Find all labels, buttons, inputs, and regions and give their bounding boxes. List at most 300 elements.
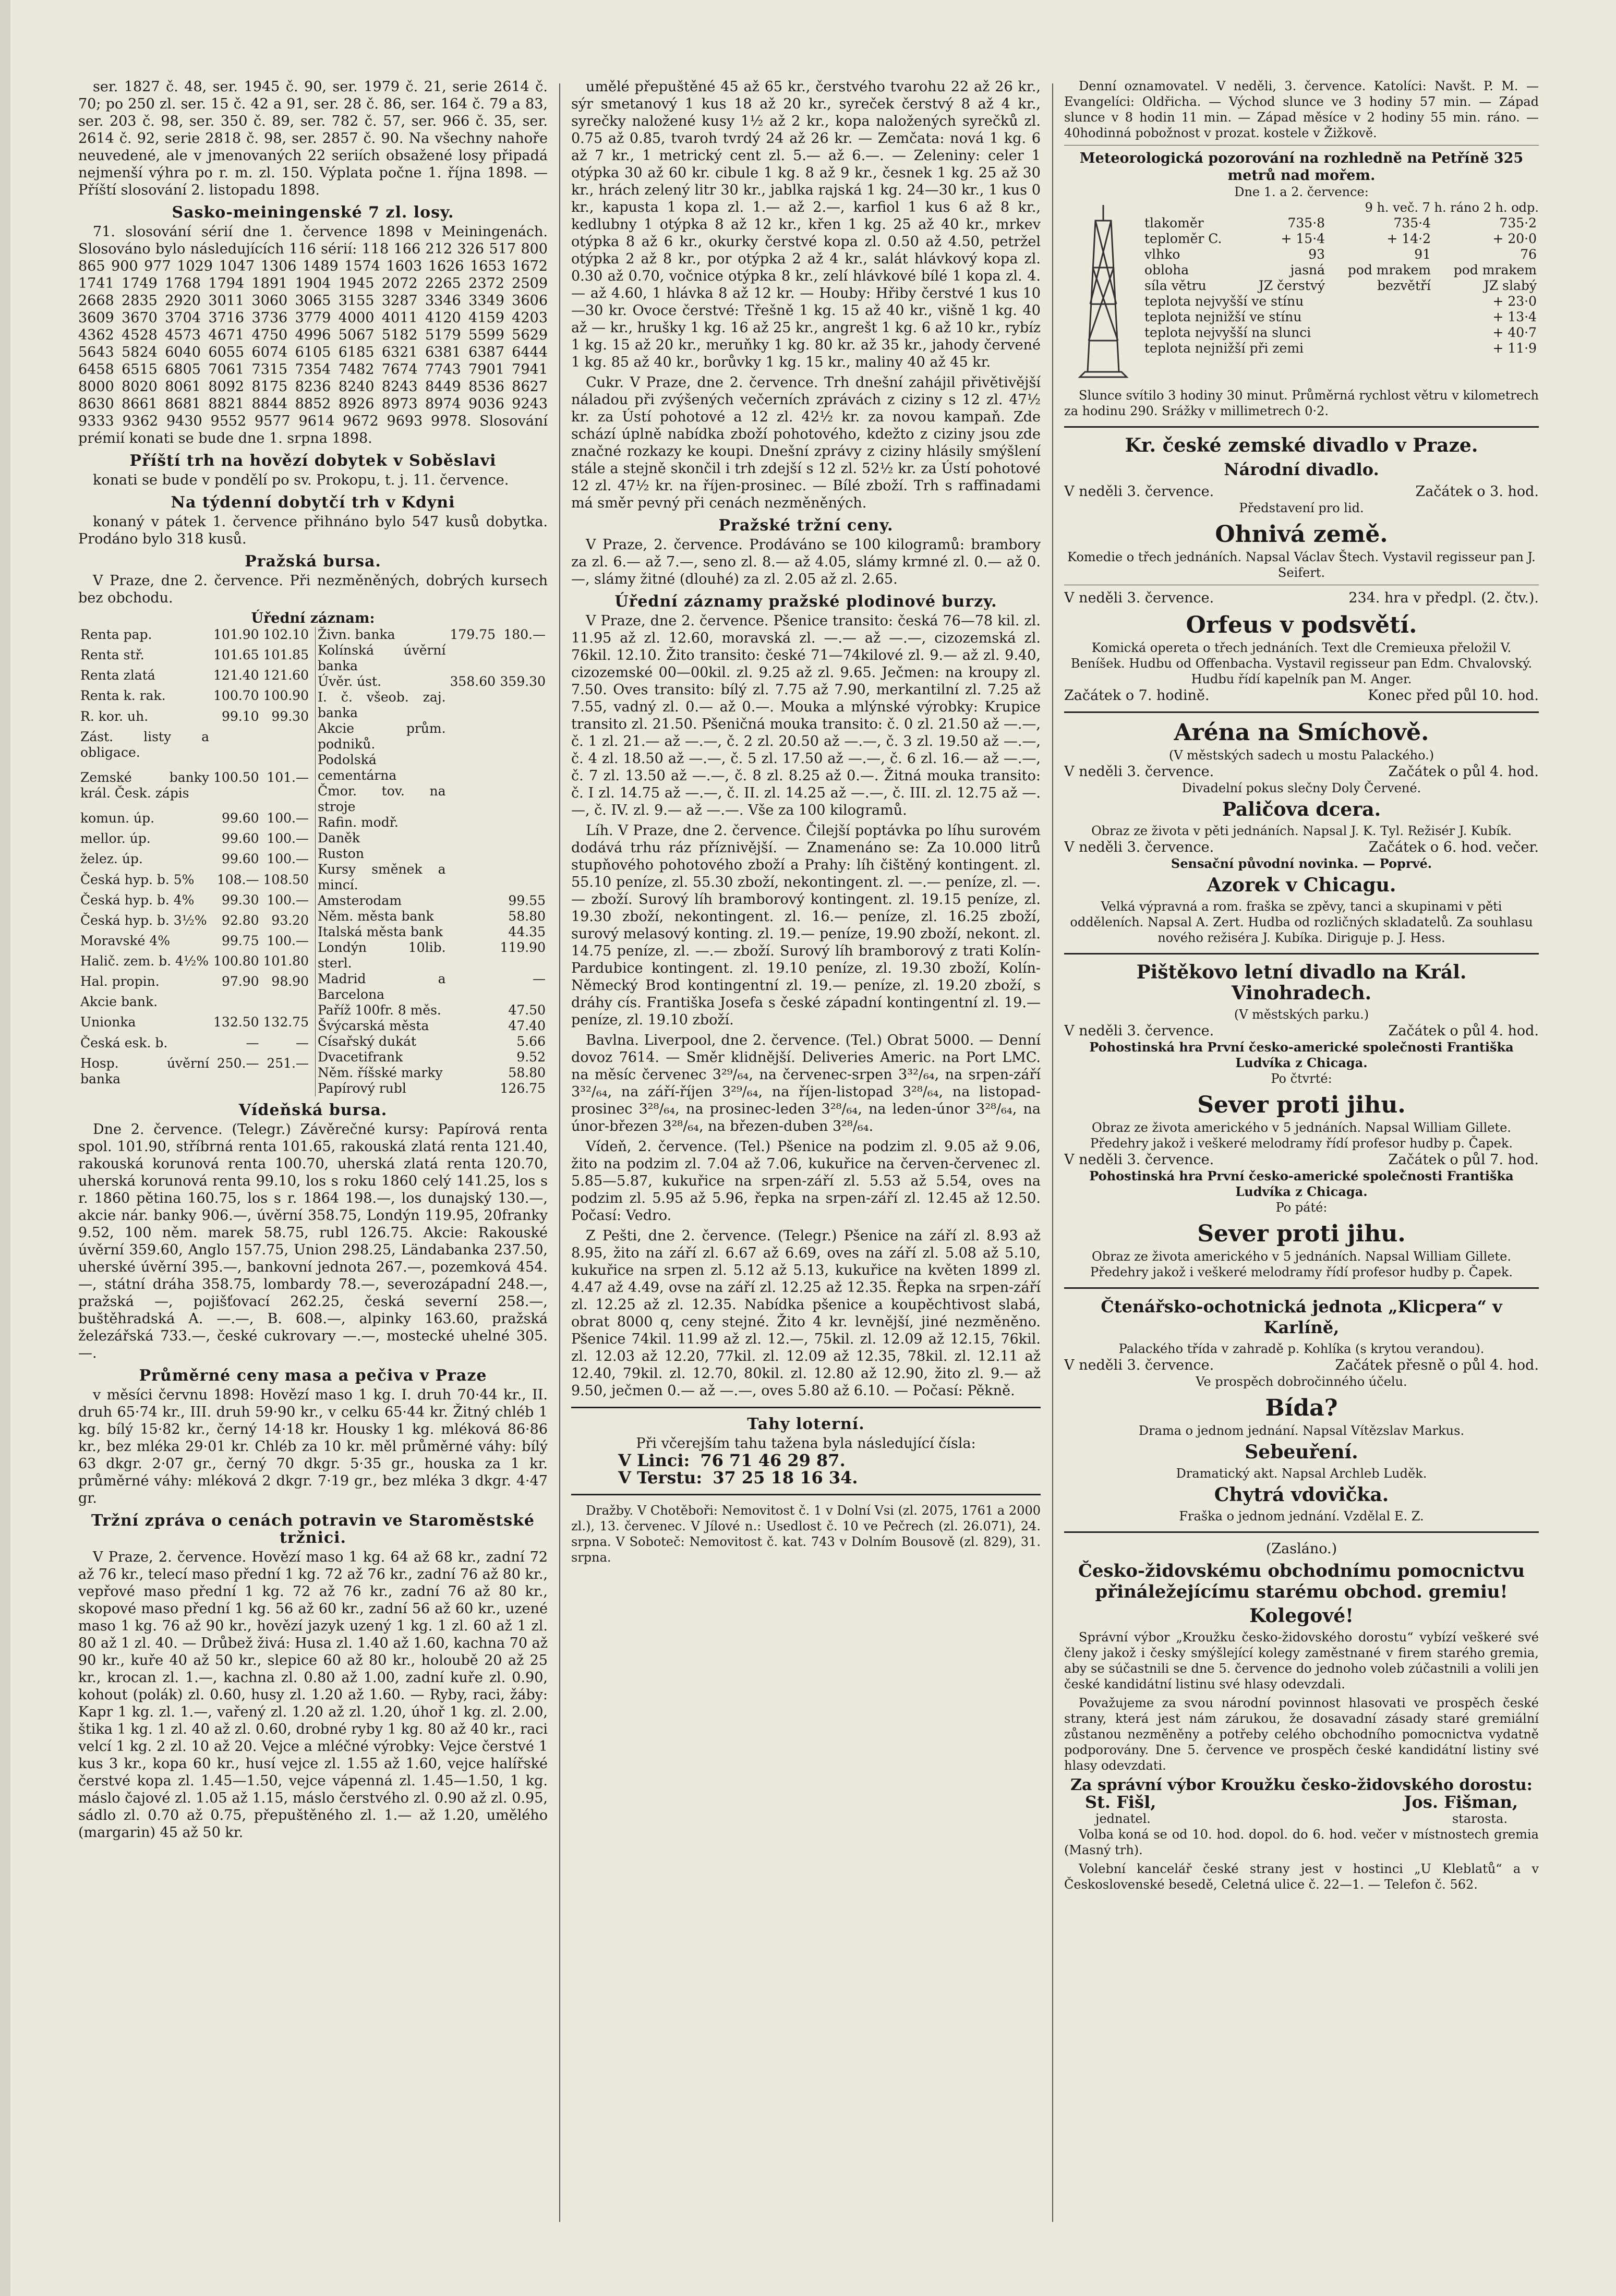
lottery-numbers: 37 25 18 16 34. — [713, 1468, 858, 1488]
article-text: Bavlna. Liverpool, dne 2. července. (Tel.) Obrat 5000. — Denní dovoz 7614. — Směr klidnější. Deliveries Americ. na Port LMC. na měsíc červenec 3²⁹/₆₄, na červenec-srpen 3³²/₆₄, na srpen-září 3³²/₆₄, na září-říjen 3²⁹/₆₄, na říjen-listopad 3²⁸/₆₄, na listopad-prosinec 3²⁸/₆₄, na prosinec-leden 3²⁸/₆₄, na leden-únor 3²⁸/₆₄, na únor-březen 3²⁸/₆₄, na březen-duben 3²⁸/₆₄. — [571, 1032, 1041, 1134]
meteo-table — [1142, 215, 1539, 294]
divider — [1064, 426, 1539, 428]
exchange-row-cell: Císařský dukát — [318, 1034, 417, 1049]
show-date: V neděli 3. července. — [1064, 764, 1214, 780]
exchange-row-cell — [498, 752, 548, 783]
exchange-row-cell: 119.90 — [500, 940, 546, 955]
exchange-row — [78, 668, 311, 688]
exchange-row — [78, 729, 311, 770]
ad-signature: Za správní výbor Kroužku česko-židovského dorostu: — [1070, 1776, 1533, 1794]
section-heading: Příští trh na hovězí dobytek v Soběslavi — [129, 452, 497, 470]
exchange-row-cell: Česká hyp. b. 5% — [80, 872, 195, 887]
exchange-row — [316, 1018, 548, 1034]
petrin-tower-icon — [1064, 200, 1142, 388]
exchange-row-cell: — — [533, 971, 546, 986]
meteo-temp-row — [1142, 325, 1539, 341]
exchange-row-cell — [448, 846, 498, 862]
exchange-row-cell — [498, 862, 548, 893]
article-text: umělé přepuštěné 45 až 65 kr., čerstvého tvarohu 22 až 26 kr., sýr smetanový 1 kus 18 až 20 kr., syreček čerstvý 8 až 4 kr., syrečky naložené kusy 1½ až 2 kr., kopa naložených syrečků zl. 0.75 až 0.85, tvaroh tvrdý 24 až 26 kr. — Zemčata: nová 1 kg. 6 až 7 kr., 1 metrický cent zl. 5.— až 6.—. — Zeleniny: celer 1 otýpka 30 až 60 kr. cibule 1 kg. 8 až 9 kr., česnek 1 kg. 25 až 30 kr., hrách zelený litr 30 kr., jablka rajská 1 kg. 24—30 kr., 1 kus 0 kr., kapusta 1 kopa zl. 1.— až 2.—, karfiol 1 kus 6 až 8 kr., kedlubny 1 otýpka 8 až 12 kr., křen 1 kg. 25 až 40 kr., mrkev otýpka 8 až 6 kr., okurky čerstvé kopa zl. 0.50 až 4.50, petržel otýpka 2 až 8 kr., por otýpka 2 až 4 kr., salát hlávkový kopa zl. 0.30 až 0.70, vočnice otýpka 8 kr., zelí hlávkové bílé 1 kopa zl. 4.— až 4.60, 1 hlávka 8 až 12 kr. — Houby: Hřiby čerstvé 1 kus 10—30 kr. Ovoce čerstvé: Třešně 1 kg. 15 až 40 kr., višně 1 kg. 40 až — kr., hrušky 1 kg. 16 až 25 kr., angrešt 1 kg. 6 až 10 kr., rybíz 1 kg. 15 až 20 kr., meruňky 1 kg. 80 kr. až 35 kr., jahody červené 1 kg. 85 až 40 kr., borůvky 1 kg. 15 kr., maliny 40 až 45 kr. — [571, 79, 1041, 370]
exchange-row — [316, 674, 548, 690]
meteo-row-cell: pod mrakem — [1347, 262, 1431, 277]
exchange-row-cell: Švýcarská města — [318, 1018, 429, 1033]
exchange-row-cell: Hosp. úvěrní banka — [80, 1055, 210, 1086]
exchange-row-cell — [498, 846, 548, 862]
exchange-row-cell: Akcie bank. — [80, 994, 158, 1010]
exchange-row-cell: 92.80 — [221, 912, 259, 928]
meteo-row-cell: 76 — [1520, 247, 1537, 262]
article-text: konaný v pátek 1. července přihnáno bylo 547 kusů dobytka. Prodáno bylo 318 kusů. — [78, 514, 548, 547]
section-heading: Pražské tržní ceny. — [718, 516, 894, 535]
column-3 — [1064, 78, 1539, 2232]
exchange-row — [316, 940, 548, 971]
lottery-numbers: 76 71 46 29 87. — [700, 1451, 846, 1470]
exchange-row-cell: 121.40 — [213, 668, 259, 683]
exchange-row-cell — [448, 909, 498, 924]
exchange-row-cell: 100.— — [267, 811, 309, 826]
ad-greeting: Kolegové! — [1249, 1605, 1354, 1627]
exchange-table — [78, 627, 548, 1096]
theatre-title: Čtenářsko-ochotnická jednota „Klicpera“ v Karlíně, — [1101, 1297, 1502, 1337]
exchange-row — [316, 1065, 548, 1081]
show-time: Začátek o půl 7. hod. — [1388, 1152, 1539, 1168]
column-2 — [571, 78, 1041, 2232]
exchange-row-cell: 101.65 — [213, 647, 259, 663]
ad-text: Volební kancelář české strany jest v hostinci „U Kleblatů“ a v Československé besedě, Celetná ulice č. 22—1. — Telefon č. 562. — [1064, 1862, 1539, 1892]
meteo-temp-row-cell: teplota nejnižší ve stínu — [1144, 309, 1302, 324]
meteo-note: Slunce svítilo 3 hodiny 30 minut. Průměrná rychlost větru v kilometrech za hodinu 290. Srážky v millimetrech 0·2. — [1064, 388, 1539, 418]
show-end: Konec před půl 10. hod. — [1368, 687, 1539, 704]
exchange-table-right — [315, 627, 548, 1096]
signer-role: jednatel. — [1095, 1811, 1151, 1826]
exchange-row-cell: 100.— — [267, 892, 309, 908]
exchange-row-cell — [498, 830, 548, 846]
exchange-row-cell: mellor. úp. — [80, 831, 151, 847]
exchange-row-cell: 101.90 — [213, 627, 259, 642]
meteo-temps — [1142, 294, 1539, 356]
exchange-row-cell: Něm. města bank — [318, 909, 434, 924]
exchange-row-cell — [448, 690, 498, 721]
section-heading: Úřední záznamy pražské plodinové burzy. — [614, 593, 997, 611]
exchange-row-cell — [448, 643, 498, 674]
exchange-row-cell: Madrid a Barcelona — [318, 971, 446, 1002]
show-time: Začátek o 6. hod. večer. — [1369, 839, 1539, 855]
exchange-table-left — [78, 627, 311, 1096]
show-date: V neděli 3. července. — [1064, 1357, 1214, 1373]
exchange-row-cell: Dvacetifrank — [318, 1049, 403, 1065]
theatre-subtitle: Palackého třída v zahradě p. Kohlíka (s krytou verandou). — [1118, 1342, 1485, 1356]
exchange-row-cell — [498, 815, 548, 830]
exchange-row-cell: Něm. říšské marky — [318, 1065, 443, 1080]
exchange-row-cell: Daněk — [318, 830, 360, 845]
exchange-row-cell: Halič. zem. b. 4½% — [80, 953, 209, 969]
column-rule — [559, 83, 560, 2222]
exchange-row-cell: 121.60 — [263, 668, 309, 683]
theatre-title: Aréna na Smíchově. — [1174, 719, 1429, 746]
exchange-row-cell: 47.40 — [508, 1018, 546, 1033]
exchange-row-cell — [448, 1081, 498, 1096]
exchange-row-cell — [498, 783, 548, 815]
theatre-title: Pištěkovo letní divadlo na Král. Vinohradech. — [1136, 961, 1467, 1004]
theatre-subtitle: (V městských sadech u mostu Palackého.) — [1168, 748, 1434, 763]
exchange-row-cell: Zemské banky král. Česk. zápis — [80, 769, 210, 801]
exchange-row — [78, 770, 311, 811]
exchange-row — [316, 924, 548, 940]
exchange-row-cell — [448, 752, 498, 783]
exchange-row — [78, 933, 311, 953]
exchange-row-cell: Česká esk. b. — [80, 1035, 168, 1050]
exchange-row-cell: 251.— — [267, 1055, 309, 1071]
exchange-row-cell — [448, 1065, 498, 1081]
meteo-temp-row-cell: teplota nejvyšší ve stínu — [1144, 294, 1304, 309]
divider — [571, 1494, 1041, 1495]
show-info — [1064, 763, 1539, 780]
play-title: Bída? — [1265, 1395, 1338, 1421]
meteo-block — [1064, 200, 1539, 388]
section-heading: Tržní zpráva o cenách potravin ve Staroměstské tržnici. — [91, 1512, 535, 1547]
meteo-row-cell: obloha — [1144, 262, 1189, 277]
meteo-row-cell: bezvětří — [1377, 278, 1431, 293]
exchange-row-cell: Česká hyp. b. 3½% — [80, 912, 207, 928]
play-desc: Drama o jednom jednání. Napsal Vítězslav Markus. — [1138, 1423, 1465, 1438]
exchange-row-cell: I. č. všeob. zaj. banka — [318, 690, 446, 720]
exchange-row-cell: Italská města bank — [318, 924, 443, 939]
exchange-row-cell: 101.— — [267, 769, 309, 785]
show-info — [1064, 1151, 1539, 1168]
exchange-row — [78, 709, 311, 729]
show-info — [1064, 839, 1539, 856]
exchange-row-cell: Renta zlatá — [80, 668, 155, 683]
exchange-row-cell: 100.— — [267, 831, 309, 847]
exchange-row-cell: R. kor. uh. — [80, 708, 149, 724]
table-title: Úřední záznam: — [251, 610, 375, 626]
meteo-row-cell: 93 — [1308, 247, 1325, 262]
meteo-row-cell: JZ slabý — [1484, 278, 1537, 293]
divider — [1064, 1287, 1539, 1289]
play-title: Sever proti jihu. — [1197, 1092, 1406, 1118]
ad-title: Česko-židovskému obchodnímu pomocnictvu přináležejícímu starému obchod. gremiu! — [1078, 1561, 1525, 1602]
meteo-row-cell: + 14·2 — [1386, 231, 1431, 246]
meteo-row-cell: 91 — [1414, 247, 1431, 262]
show-info — [1064, 589, 1539, 607]
show-time: Začátek o půl 4. hod. — [1388, 764, 1539, 780]
show-note: Po čtvrté: — [1271, 1071, 1332, 1086]
article-text: V Praze, dne 2. července. Při nezměněných, dobrých kursech bez obchodu. — [78, 573, 548, 606]
show-date: V neděli 3. července. — [1064, 590, 1214, 606]
ad-signers — [1064, 1794, 1539, 1811]
exchange-row-cell: 102.10 — [263, 627, 309, 642]
lottery-row — [571, 1469, 1041, 1487]
show-info — [1064, 483, 1539, 500]
lottery-row — [571, 1452, 1041, 1469]
exchange-row-cell — [448, 971, 498, 1002]
exchange-row-cell — [261, 994, 311, 1014]
exchange-row-cell: 100.— — [267, 933, 309, 948]
exchange-row — [316, 1049, 548, 1065]
exchange-row — [78, 811, 311, 831]
exchange-row-cell: 99.55 — [508, 893, 546, 908]
exchange-row-cell: 101.80 — [263, 953, 309, 969]
exchange-row-cell: 93.20 — [271, 912, 309, 928]
exchange-row — [78, 1056, 311, 1096]
exchange-row — [316, 1081, 548, 1096]
exchange-row-cell: Akcie prům. podniků. — [318, 721, 446, 752]
play-title: Sever proti jihu. — [1197, 1220, 1406, 1247]
exchange-row-cell: Paříž 100fr. 8 měs. — [318, 1002, 441, 1018]
play-title: Ohnivá země. — [1215, 521, 1388, 548]
play-title: Azorek v Chicagu. — [1207, 874, 1396, 896]
section-heading: Na týdenní dobytčí trh v Kdyni — [171, 493, 455, 512]
exchange-row-cell: 100.80 — [213, 953, 259, 969]
divider — [1064, 145, 1539, 146]
play-desc: Komedie o třech jednáních. Napsal Václav Štech. Vystavil regisseur pan J. Seifert. — [1067, 550, 1536, 580]
article-text: Cukr. V Praze, dne 2. července. Trh dnešní zahájil přivětivější náladou při zvýšených večerních zprávách z ciziny s 12 zl. 47½ kr. za Ústí pohotové a 12 zl. 42½ kr. za novou kampaň. Zde schází úplně nabídka zboží pohotového, kdežto z ciziny jsou zde značné rozkazy ke koupi. Dnešní zprávy z ciziny hlásily smýšlení stále a stejně skončil i trh zdejší s 12 zl. 52½ kr. za Ústí pohotové 12 zl. 47½ kr. na říjen-prosinec. — Bílé zboží. Trh s raffinadami má směr pevný při cenách nezměněných. — [571, 374, 1041, 511]
exchange-row-cell — [498, 721, 548, 752]
exchange-row-cell: 108.50 — [263, 872, 309, 887]
section-heading: Vídeňská bursa. — [238, 1101, 388, 1119]
meteo-row-cell: vlhko — [1144, 247, 1180, 262]
lottery-city: V Linci: — [618, 1451, 690, 1470]
exchange-row-cell: 99.10 — [221, 708, 259, 724]
meteo-row-cell: + 20·0 — [1492, 231, 1537, 246]
lottery-city: V Terstu: — [618, 1468, 703, 1488]
exchange-row — [316, 909, 548, 924]
lottery-subtitle: Při včerejším tahu tažena byla následující čísla: — [636, 1435, 976, 1452]
exchange-row-cell: 99.30 — [271, 708, 309, 724]
divider — [1064, 1531, 1539, 1533]
play-title: Orfeus v podsvětí. — [1186, 612, 1417, 638]
exchange-row — [78, 1014, 311, 1035]
exchange-row-cell — [448, 940, 498, 971]
show-time: Začátek přesně o půl 4. hod. — [1335, 1357, 1539, 1373]
divider — [571, 1407, 1041, 1408]
meteo-date: Dne 1. a 2. července: — [1234, 185, 1369, 199]
article-text: 71. slosování sérií dne 1. července 1898 v Meiningenách. Slosováno bylo následujících 116 sérií: 118 166 212 326 517 800 865 900 977 1029 1047 1306 1489 1574 1603 1626 1653 1672 1741 1749 1768 1794 1891 1904 1945 2072 2265 2372 2509 2668 2835 2920 3011 3060 3065 3155 3287 3346 3349 3606 3609 3670 3704 3716 3736 3779 4000 4011 4120 4159 4203 4362 4528 4573 4671 4750 4996 5067 5182 5179 5599 5629 5643 5824 6040 6055 6074 6105 6185 6321 6381 6387 6444 6458 6515 6805 7061 7315 7354 7482 7674 7743 7901 7941 8000 8020 8061 8092 8175 8236 8240 8243 8449 8536 8627 8630 8661 8681 8821 8844 8852 8926 8973 8974 9036 9243 9333 9362 9430 9552 9577 9614 9672 9693 9978. Slosování prémií konati se bude dne 1. srpna 1898. — [78, 224, 548, 446]
signer-name: St. Fišl, — [1085, 1792, 1156, 1812]
meteo-header: 9 h. več. 7 h. ráno 2 h. odp. — [1365, 200, 1539, 215]
meteo-temp-row-cell: teplota nejvyšší na slunci — [1144, 325, 1311, 340]
page-edge — [0, 0, 10, 2296]
exchange-row-cell: 47.50 — [508, 1002, 546, 1018]
exchange-row-cell: Moravské 4% — [80, 933, 171, 948]
exchange-row — [78, 627, 311, 647]
exchange-row-cell — [211, 729, 261, 770]
exchange-row-cell: želez. úp. — [80, 851, 143, 867]
exchange-row — [316, 1002, 548, 1018]
exchange-row — [78, 892, 311, 913]
play-desc: Dramatický akt. Napsal Archleb Luděk. — [1176, 1466, 1427, 1481]
exchange-row-cell: 100.70 — [213, 688, 259, 704]
show-note: Po páté: — [1275, 1200, 1328, 1215]
meteo-temp-row-cell: + 11·9 — [1492, 341, 1537, 356]
meteo-title: Meteorologická pozorování na rozhledně na Petříně 325 metrů nad mořem. — [1079, 150, 1524, 184]
article-text: Vídeň, 2. července. (Tel.) Pšenice na podzim zl. 9.05 až 9.06, žito na podzim zl. 7.04 až 7.06, kukuřice na červen-červenec zl. 5.85—5.87, kukuřice na srpen-září zl. 5.53 až 5.54, oves na podzim zl. 5.95 až 5.96, řepka na srpen-září zl. 12.45 až 12.50. Počasí: Vedro. — [571, 1139, 1041, 1224]
exchange-row-cell: Kursy směnek a mincí. — [318, 862, 446, 892]
exchange-row-cell: 100.90 — [263, 688, 309, 704]
signer-role: starosta. — [1452, 1811, 1508, 1826]
play-title: Chytrá vdovička. — [1214, 1484, 1389, 1506]
exchange-row — [316, 846, 548, 862]
exchange-row — [316, 815, 548, 830]
meteo-row-cell: teploměr C. — [1144, 231, 1222, 246]
ad-text: Správní výbor „Kroužku česko-židovského dorostu“ vybízí veškeré své členy jakož i česky smýšlející kolegy zaměstnané v firem starého gremia, aby se súčastnili se dne 5. července do jednoho voleb zúčastnili a volili jen české kandidátní listinu své hlasy odevzdali. — [1064, 1630, 1539, 1691]
exchange-row-cell: 99.75 — [221, 933, 259, 948]
exchange-row-cell: Papírový rubl — [318, 1081, 406, 1096]
column-1 — [78, 78, 548, 2232]
exchange-row-cell — [448, 893, 498, 909]
section-heading: Sasko-meiningenské 7 zl. losy. — [172, 203, 454, 222]
exchange-row-cell: Podolská cementárna — [318, 752, 397, 783]
show-time: Začátek o půl 4. hod. — [1388, 1023, 1539, 1039]
exchange-row-cell: Kolínská úvěrní banka — [318, 643, 446, 673]
play-desc: Obraz ze života amerického v 5 jednáních. Napsal William Gillete. Předehry jakož i veškeré melodramy řídí profesor hudby p. Čapek. — [1090, 1120, 1513, 1151]
theatre-subtitle: (V městských parku.) — [1234, 1007, 1369, 1022]
meteo-row-cell: 735·4 — [1393, 215, 1431, 231]
exchange-row-cell: Renta k. rak. — [80, 688, 166, 704]
exchange-row-cell — [448, 1049, 498, 1065]
exchange-row-cell: 99.30 — [221, 892, 259, 908]
play-desc: Velká výpravná a rom. fraška se zpěvy, tanci a skupinami v pěti odděleních. Napsal A. Zert. Hudba od rozličných skladatelů. Za souhlasu nového režiséra J. Kubíka. Diriguje p. J. Hess. — [1070, 899, 1533, 945]
column-rule — [1052, 83, 1053, 2222]
article-text: V Praze, 2. července. Prodáváno se 100 kilogramů: brambory za zl. 6.— až 7.—, seno zl. 8.— až 4.05, slámy krmné zl. 0.— až 0.—, slámy žitné (dlouhé) za zl. 2.05 až zl. 2.65. — [571, 537, 1041, 587]
exchange-row-cell: 250.— — [216, 1055, 259, 1071]
exchange-row — [316, 862, 548, 893]
exchange-row — [78, 872, 311, 892]
exchange-row — [78, 831, 311, 851]
exchange-row-cell — [448, 783, 498, 815]
exchange-row-cell: — — [246, 1035, 259, 1050]
exchange-row-cell: Zást. listy a obligace. — [80, 729, 210, 760]
exchange-row-cell: 101.85 — [263, 647, 309, 663]
article-text: V Praze, dne 2. července. Pšenice transito: česká 76—78 kil. zl. 11.95 až zl. 12.60, moravská zl. —.— až —.—, cizozemská zl. 76kil. 12.10. Žito transito: české 71—74kilové zl. 9.— až zl. 9.40, cizozemské 00—00kil. zl. 9.25 až zl. 9.65. Ječmen: na kroupy zl. 7.50. Oves transito: bílý zl. 7.75 až 7.90, merkantilní zl. 7.25 až 7.55, vadný zl. 0.— až 0.—. Mouka a mlýnské výrobky: Krupice transito zl. 21.50. Pšeničná mouka transito: č. 0 zl. 21.50 až —.—, č. 1 zl. 21.— až —.—, č. 2 zl. 20.50 až —.—, č. 3 zl. 19.50 až —.—, č. 4 zl. 18.50 až —.—, č. 5 zl. 17.50 až —.—, č. 6 zl. 16.— až —.—, č. 7 zl. 13.50 až —.—, č. 8 zl. 8.25 až 0.—. Žitná mouka transito: č. I zl. 14.75 až —.—, č. II. zl. 14.25 až —.—, č. III. zl. 12.75 až —.—, č. IV. zl. 9.— až —.—. Vše za 100 kilogramů. — [571, 613, 1041, 818]
exchange-row-cell — [448, 1034, 498, 1049]
exchange-row-cell: 98.90 — [271, 974, 309, 989]
exchange-row-cell: 97.90 — [221, 974, 259, 989]
exchange-row — [78, 913, 311, 933]
exchange-row — [78, 647, 311, 668]
exchange-row — [78, 1035, 311, 1056]
exchange-row-cell: Londýn 10lib. sterl. — [318, 940, 446, 971]
exchange-row-cell: 99.60 — [221, 811, 259, 826]
exchange-row-cell: 58.80 — [508, 1065, 546, 1080]
exchange-row — [78, 994, 311, 1014]
exchange-row-cell: komun. úp. — [80, 811, 155, 826]
article-text: Z Pešti, dne 2. července. (Telegr.) Pšenice na září zl. 8.93 až 8.95, žito na září zl. 6.67 až 6.69, oves na září zl. 5.08 až 5.10, kukuřice na srpen zl. 5.12 až 5.13, kukuřice na květen 1899 zl. 4.47 až 4.49, ovse na září zl. 12.25 až 12.35. Řepka na srpen-září zl. 12.25 až zl. 12.35. Nabídka pšenice a koupěchtivost slabá, obrat 8000 q, ceny stejné. Žito 4 kr. levnější, jiné nezměněno. Pšenice 74kil. 11.99 až zl. 12.—, 75kil. zl. 12.09 až 12.15, 76kil. zl. 12.03 až 12.20, 77kil. zl. 12.09 až 12.35, 78kil. zl. 12.11 až 12.40, 79kil. zl. 12.70, 80kil. zl. 12.80 až 12.90, žito zl. 9.— až 9.50, ječmen 0.— až —.—, oves 5.80 až 6.10. — Počasí: Pěkně. — [571, 1228, 1041, 1399]
meteo-row-cell: tlakoměr — [1144, 215, 1204, 231]
exchange-row-cell — [448, 830, 498, 846]
meteo-temp-row — [1142, 341, 1539, 356]
meteo-row — [1142, 231, 1539, 247]
exchange-row-cell: 180.— — [503, 627, 546, 642]
exchange-row-cell: 358.60 — [450, 674, 496, 689]
theatre-title: Kr. české zemské divadlo v Praze. — [1125, 434, 1478, 456]
exchange-row-cell — [448, 1002, 498, 1018]
show-note: Pohostinská hra První česko-americké společnosti Františka Ludvíka z Chicaga. — [1089, 1168, 1514, 1199]
exchange-row — [316, 721, 548, 752]
exchange-row-cell — [448, 924, 498, 940]
play-title: Paličova dcera. — [1222, 799, 1381, 820]
show-time: Začátek o 3. hod. — [1415, 484, 1539, 500]
section-heading: Pražská bursa. — [245, 552, 381, 571]
exchange-row-cell — [448, 815, 498, 830]
article-text: Dne 2. července. (Telegr.) Závěrečné kursy: Papírová renta spol. 101.90, stříbrná renta 101.65, rakouská zlatá renta 121.40, rakouská korunová renta 100.70, uherská zlatá renta 120.70, uherská korunová renta 99.10, los s roku 1860 celý 141.25, los s r. 1860 pětina 160.75, los s r. 1864 198.—, los dunajský 130.—, akcie nár. banky 906.—, úvěrní 358.75, Londýn 119.95, 20franky 9.52, 100 něm. marek 58.75, rubl 126.75. Akcie: Rakouské úvěrní 359.60, Anglo 157.75, Union 298.25, Ländabanka 237.50, uherské úvěrní 395.—, bankovní jednota 267.—, pozemková 454.—, státní dráha 358.75, lombardy 78.—, severozápadní 248.—, pražská —, pojišťovací 262.25, česká severní 258.—, buštěhradská A. —.—, B. 608.—, alpinky 163.60, pražská železářská 733.—, české cukrovary —.—, mostecké uhelné 305.—. — [78, 1121, 548, 1361]
show-note: Sensační původní novinka. — Poprvé. — [1171, 856, 1432, 871]
section-heading: Průměrné ceny masa a pečiva v Praze — [139, 1367, 487, 1385]
exchange-row-cell: 359.30 — [500, 674, 546, 689]
article-text: V Praze, 2. července. Hovězí maso 1 kg. 64 až 68 kr., zadní 72 až 76 kr., telecí maso přední 1 kg. 72 až 76 kr., zadní 76 až 80 kr., vepřové maso přední 1 kg. 72 až 76 kr., zadní 76 až 80 kr., skopové maso přední 1 kg. 56 až 60 kr., zadní 56 až 60 kr., uzené maso 1 kg. 76 až 90 kr., hovězí jazyk uzený 1 kg. 1 zl. 60 až 1 zl. 80 až 1 zl. 40. — Drůbež živá: Husa zl. 1.40 až 1.60, kachna 70 až 90 kr., kuře 40 až 50 kr., slepice 60 až 80 kr., holoubě 20 až 25 kr., krocan zl. 1.—, kachna zl. 0.80 až 1.00, zadní kuře zl. 0.90, kohout (polák) zl. 0.60, husy zl. 1.20 až 1.60. — Ryby, raci, žáby: Kapr 1 kg. zl. 1.—, vařený zl. 1.20 až zl. 1.20, úhoř 1 kg. zl. 2.00, štika 1 kg. 1 zl. 40 až zl. 0.60, drobné ryby 1 kg. 80 až 40 kr., raci velcí 1 kg. 2 zl. 10 až 20. Vejce a mléčné výrobky: Vejce čerstvé 1 kus 3 kr., kopa 60 kr., husí vejce zl. 1.55 až 1.60, vejce halířské čerstvé kopa zl. 1.45—1.50, vejce vápenná zl. 1.45—1.50, 1 kg. máslo čajové zl. 1.05 až 1.15, máslo čerstvého zl. 0.90 až zl. 0.95, sádlo zl. 0.70 až 0.75, přepuštěného zl. 1.— až 1.20, umělého (margarin) 45 až 50 kr. — [78, 1549, 548, 1841]
exchange-row — [316, 627, 548, 643]
exchange-row-cell: Ruston — [318, 846, 364, 861]
exchange-row-cell — [261, 729, 311, 770]
show-date: V neděli 3. července. — [1064, 1023, 1214, 1039]
exchange-row-cell: Hal. propin. — [80, 974, 160, 989]
exchange-row — [316, 971, 548, 1002]
show-info — [1064, 687, 1539, 704]
meteo-row-cell: jasná — [1290, 262, 1325, 277]
exchange-row-cell: 132.75 — [263, 1014, 309, 1030]
play-desc: Obraz ze života amerického v 5 jednáních. Napsal William Gillete. Předehry jakož i veškeré melodramy řídí profesor hudby p. Čapek. — [1090, 1249, 1513, 1279]
exchange-row — [78, 688, 311, 708]
exchange-row — [78, 851, 311, 872]
show-date: V neděli 3. července. — [1064, 839, 1214, 855]
meteo-row-cell: 735·8 — [1287, 215, 1325, 231]
exchange-row — [316, 752, 548, 783]
play-desc: Fraška o jednom jednání. Vzdělal E. Z. — [1179, 1509, 1424, 1524]
show-info — [1064, 1357, 1539, 1374]
ad-text: Volba koná se od 10. hod. dopol. do 6. hod. večer v místnostech gremia (Masný trh). — [1064, 1827, 1539, 1857]
exchange-row — [316, 690, 548, 721]
article-text: konati se bude v pondělí po sv. Prokopu, t. j. 11. července. — [93, 472, 509, 488]
show-note: Představení pro lid. — [1239, 501, 1364, 515]
meteo-row-cell: JZ čerstvý — [1258, 278, 1325, 293]
show-date: V neděli 3. července. — [1064, 484, 1214, 500]
exchange-row-cell: 179.75 — [450, 627, 496, 642]
exchange-row-cell: 5.66 — [516, 1034, 546, 1049]
exchange-row-cell: 126.75 — [500, 1081, 546, 1096]
lottery-results-text: ser. 1827 č. 48, ser. 1945 č. 90, ser. 1979 č. 21, serie 2614 č. 70; po 250 zl. ser. 15 č. 42 a 91, ser. 28 č. 86, ser. 164 č. 79 a 83, ser. 203 č. 98, ser. 350 č. 89, ser. 782 č. 57, ser. 966 č. 35, ser. 2614 č. 92, serie 2818 č. 98, ser. 2857 č. 90. Na všechny nahoře neuvedené, ale v jmenovaných 22 seriích obsažené losy připadá nejmenší výhra po r. m. zl. 150. Výplata počne 1. října 1898. — Příští slosování 2. listopadu 1898. — [78, 79, 548, 198]
play-desc: Obraz ze života v pěti jednáních. Napsal J. K. Tyl. Režisér J. Kubík. — [1091, 824, 1512, 838]
exchange-row — [316, 830, 548, 846]
exchange-row — [78, 953, 311, 974]
exchange-row-cell: 99.60 — [221, 831, 259, 847]
exchange-row-cell: Rafin. modř. — [318, 815, 399, 830]
article-text: v měsíci červnu 1898: Hovězí maso 1 kg. I. druh 70·44 kr., II. druh 65·74 kr., III. druh 59·90 kr., v celku 65·44 kr. Žitný chléb 1 kg. bílý 15·82 kr., černý 14·18 kr. Housky 1 kg. mléková 86·86 kr., bez mléka 29·01 kr. Chléb za 10 kr. měl průměrné váhy: bílý 63 dkgr. 2·07 gr., černý 70 dkgr. 5·35 gr., houska za 1 kr. průměrné váhy: mléková 2 dkgr. 7·19 gr., bez mléka 3 dkgr. 4·47 gr. — [78, 1387, 548, 1506]
exchange-row — [78, 974, 311, 994]
exchange-row-cell — [448, 1018, 498, 1034]
exchange-row-cell: 99.60 — [221, 851, 259, 867]
meteo-row-cell: + 15·4 — [1281, 231, 1325, 246]
auction-notice: Dražby. V Chotěboři: Nemovitost č. 1 v Dolní Vsi (zl. 2075, 1761 a 2000 zl.), 13. červenec. V Jílové n.: Usedlost č. 10 ve Pečrech (zl. 26.071), 24. srpna. V Soboteč: Nemovitost č. kat. 743 v Dolním Bousově (zl. 829), 31. srpna. — [571, 1503, 1041, 1565]
exchange-row-cell — [448, 721, 498, 752]
meteo-row — [1142, 278, 1539, 294]
exchange-row-cell: 100.50 — [213, 769, 259, 785]
exchange-row-cell: 100.— — [267, 851, 309, 867]
exchange-row-cell — [498, 643, 548, 674]
meteo-temp-row — [1142, 294, 1539, 309]
exchange-row-cell — [211, 994, 261, 1014]
exchange-row-cell — [448, 862, 498, 893]
exchange-row — [316, 783, 548, 815]
exchange-row — [316, 893, 548, 909]
theatre-subtitle: Národní divadlo. — [1224, 460, 1379, 479]
exchange-row — [316, 1034, 548, 1049]
meteo-temp-row-cell: + 23·0 — [1492, 294, 1537, 309]
show-number: 234. hra v předpl. (2. čtv.). — [1348, 590, 1539, 606]
meteo-temp-row — [1142, 309, 1539, 325]
sent-in-label: (Zasláno.) — [1265, 1541, 1337, 1557]
show-note: Divadelní pokus slečny Doly Červené. — [1181, 781, 1421, 795]
exchange-row-cell: Renta pap. — [80, 627, 152, 642]
meteo-row — [1142, 215, 1539, 231]
